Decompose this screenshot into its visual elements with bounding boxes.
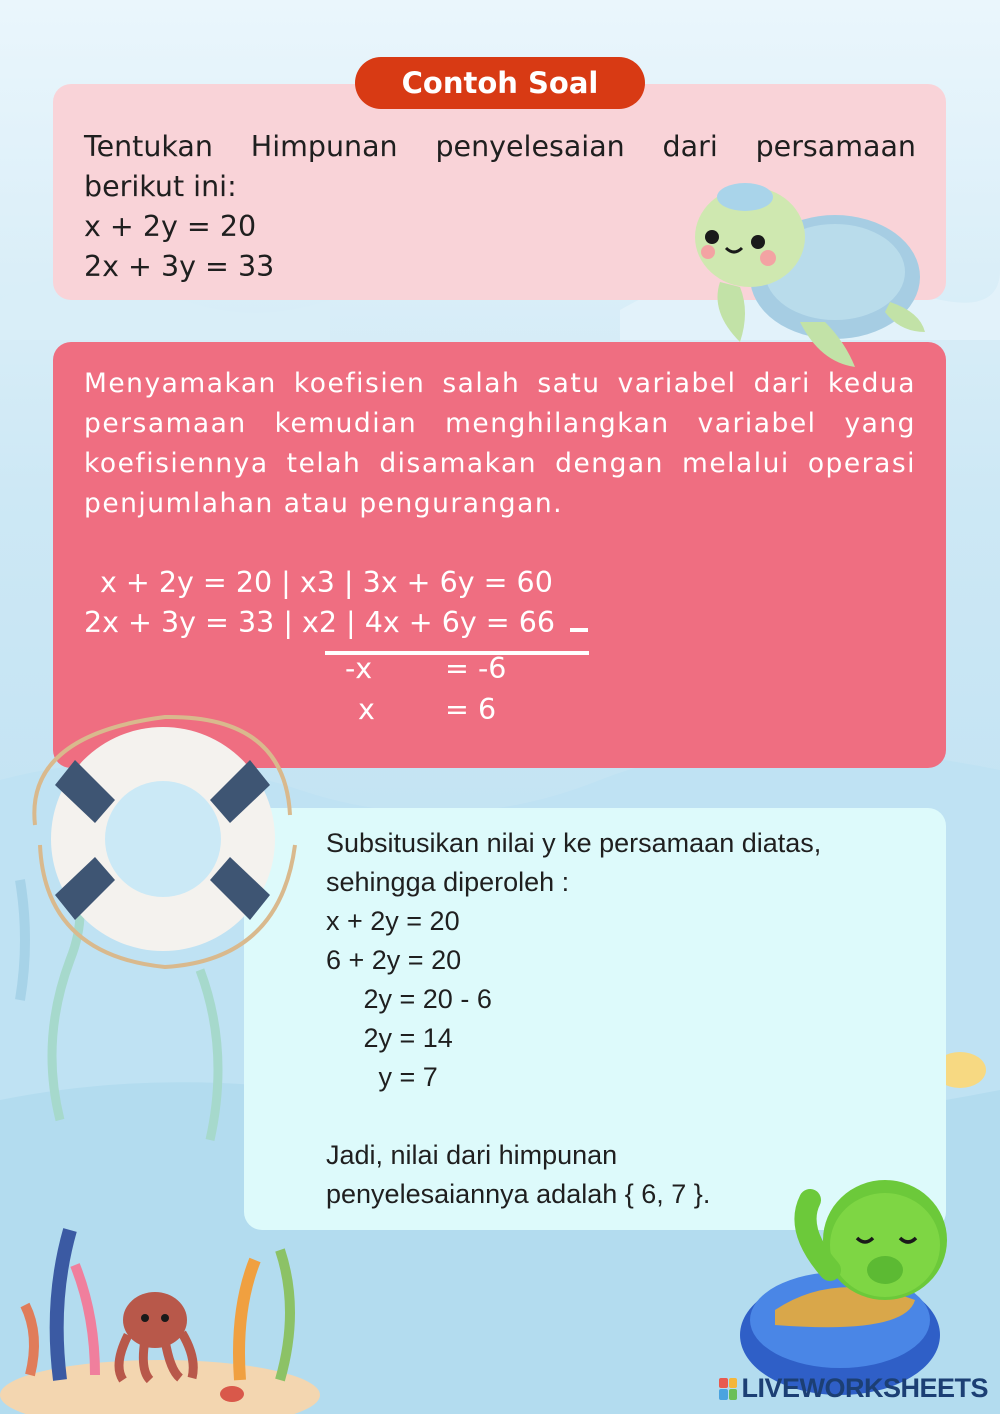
- substitution-line: y = 7: [326, 1062, 438, 1092]
- problem-equation-2: 2x + 3y = 33: [84, 250, 275, 283]
- substitution-line: [326, 1097, 821, 1136]
- elimination-step-2: 2x + 3y = 33 | x2 | 4x + 6y = 66: [84, 606, 555, 639]
- substitution-line: x + 2y = 20: [326, 906, 460, 936]
- substitution-text: [326, 824, 821, 1214]
- substitution-line: Subsitusikan nilai y ke persamaan diatas,: [326, 828, 822, 858]
- method-line: persamaan kemudian menghilangkan variabel yang: [84, 408, 916, 439]
- result-2-left: x: [358, 693, 375, 726]
- life-ring-illustration: [15, 705, 305, 975]
- watermark-text: LIVEWORKSHEETS: [741, 1373, 988, 1403]
- problem-intro-line1: Tentukan Himpunan penyelesaian dari persamaan: [84, 130, 916, 163]
- result-1-right: = -6: [445, 652, 507, 685]
- coral-reef-illustration: [0, 1140, 340, 1414]
- method-line: penjumlahan atau pengurangan.: [84, 488, 564, 519]
- problem-equation-1: x + 2y = 20: [84, 210, 257, 243]
- method-text: [84, 364, 916, 524]
- method-line: koefisiennya telah disamakan dengan melalui operasi: [84, 448, 916, 479]
- result-2-right: = 6: [445, 693, 497, 726]
- problem-intro-line2: berikut ini:: [84, 170, 237, 203]
- elimination-step-1: x + 2y = 20 | x3 | 3x + 6y = 60: [100, 566, 553, 599]
- logo-icon: [719, 1378, 737, 1400]
- liveworksheets-logo: [719, 1373, 988, 1404]
- substitution-line: 2y = 14: [326, 1023, 453, 1053]
- substitution-line: 6 + 2y = 20: [326, 945, 462, 975]
- method-line: Menyamakan koefisien salah satu variabel dari kedua: [84, 368, 916, 399]
- sleeping-turtle-illustration: [735, 1160, 965, 1400]
- substitution-line: sehingga diperoleh :: [326, 867, 570, 897]
- substitution-line: Jadi, nilai dari himpunan: [326, 1140, 618, 1170]
- page-title: Contoh Soal: [355, 57, 645, 109]
- result-1-left: -x: [345, 652, 373, 685]
- turtle-illustration: [690, 172, 930, 372]
- substitution-line: penyelesaiannya adalah { 6, 7 }.: [326, 1179, 711, 1209]
- subtraction-sign: [570, 628, 588, 632]
- substitution-line: 2y = 20 - 6: [326, 984, 492, 1014]
